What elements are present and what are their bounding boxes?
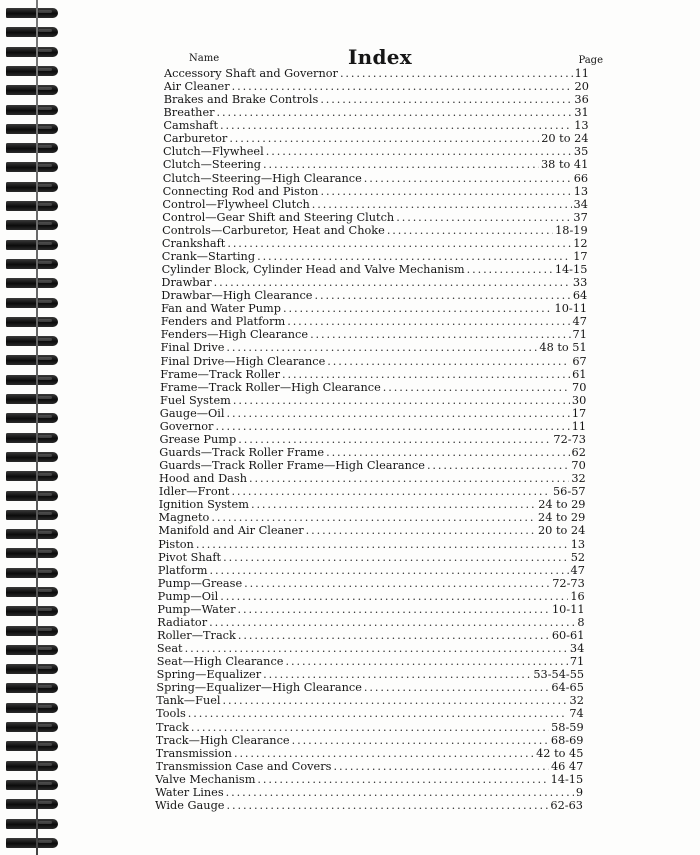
dot-leader [223, 551, 569, 564]
dot-leader [185, 642, 568, 655]
binding-ring [6, 182, 58, 192]
index-entry [157, 668, 585, 681]
dot-leader [257, 250, 571, 263]
dot-leader [263, 668, 531, 681]
entry-page-number: 47 [570, 564, 585, 577]
index-entry [156, 734, 584, 747]
entry-page-number: 62-63 [550, 799, 583, 812]
dot-leader [266, 145, 572, 158]
index-entry [160, 433, 587, 446]
index-entry [160, 420, 586, 433]
entry-name: Frame—Track Roller—High Clearance [160, 381, 381, 394]
index-entry [159, 498, 586, 511]
index-entry [156, 694, 584, 707]
index-entry [164, 93, 589, 106]
entry-name: Valve Mechanism [155, 773, 256, 786]
entry-name: Clutch—Steering [162, 158, 262, 171]
entry-page-number: 10-11 [552, 603, 585, 616]
entry-page-number: 10-11 [554, 302, 588, 315]
entry-name: Grease Pump [159, 433, 237, 446]
entry-page-number: 36 [574, 93, 589, 106]
page-column-label: Page [578, 55, 603, 66]
index-entry [160, 407, 586, 420]
entry-page-number: 71 [572, 328, 587, 341]
binding-ring [6, 626, 58, 636]
dot-leader [226, 786, 574, 799]
entry-page-number: 32 [571, 472, 586, 485]
binding-ring [6, 703, 58, 713]
binding-ring [6, 587, 58, 597]
dot-leader [283, 302, 553, 315]
index-entry [161, 355, 587, 368]
entry-page-number: 34 [569, 642, 585, 655]
dot-leader [383, 381, 570, 394]
entry-name: Wide Gauge [155, 799, 225, 812]
entry-name: Gauge—Oil [159, 407, 225, 420]
binding-ring [6, 162, 58, 172]
entry-name: Carburetor [163, 132, 228, 145]
entry-page-number: 68-69 [550, 734, 584, 747]
spiral-binding [0, 0, 60, 855]
dot-leader [427, 459, 569, 472]
binding-ring [6, 452, 58, 462]
binding-ring [6, 259, 58, 269]
dot-leader [312, 198, 572, 211]
dot-leader [209, 564, 568, 577]
index-entry [155, 786, 583, 799]
entry-page-number: 74 [569, 707, 584, 720]
entry-name: Magneto [158, 511, 210, 524]
entry-page-number: 32 [569, 694, 584, 707]
entry-page-number: 20 to 24 [541, 132, 589, 145]
index-entry [163, 185, 589, 198]
entry-name: Pump—Oil [157, 590, 219, 603]
index-entry [156, 760, 584, 773]
binding-ring [6, 491, 58, 501]
entry-name: Connecting Rod and Piston [162, 185, 319, 198]
entry-page-number: 20 [574, 80, 589, 93]
dot-leader [364, 681, 549, 694]
index-entry [159, 446, 586, 459]
index-entry [162, 211, 588, 224]
entry-name: Spring—Equalizer [156, 668, 262, 681]
entry-page-number: 62 [571, 446, 586, 459]
dot-leader [214, 276, 571, 289]
entry-name: Track [156, 721, 189, 734]
index-entry [162, 263, 588, 276]
entry-page-number: 48 to 51 [539, 341, 587, 354]
index-entry [158, 551, 585, 564]
entry-name: Seat—High Clearance [156, 655, 284, 668]
dot-leader [364, 172, 572, 185]
index-entry [163, 119, 588, 132]
entry-page-number: 58-59 [551, 721, 584, 734]
dot-leader [292, 734, 549, 747]
index-entry [158, 577, 585, 590]
index-entry [162, 237, 588, 250]
entry-page-number: 33 [572, 276, 588, 289]
dot-leader [231, 485, 551, 498]
index-entry [161, 341, 587, 354]
index-entry [164, 67, 589, 80]
binding-ring [6, 105, 58, 115]
entry-page-number: 8 [577, 616, 585, 629]
binding-ring [6, 240, 58, 250]
index-entry [164, 106, 589, 119]
entry-page-number: 67 [572, 355, 587, 368]
index-entry [157, 642, 584, 655]
dot-leader [220, 590, 568, 603]
entry-name: Fenders—High Clearance [160, 328, 309, 341]
index-entry [159, 472, 586, 485]
dot-leader [209, 616, 575, 629]
entry-name: Air Cleaner [163, 80, 230, 93]
dot-leader [229, 132, 539, 145]
index-entry [161, 276, 587, 289]
entry-name: Governor [159, 420, 214, 433]
index-entry [156, 681, 584, 694]
entry-page-number: 37 [573, 211, 588, 224]
binding-ring [6, 799, 58, 809]
index-entry [158, 564, 585, 577]
entry-page-number: 17 [573, 250, 588, 263]
binding-ring [6, 529, 58, 539]
entry-page-number: 18-19 [555, 224, 588, 237]
dot-leader [287, 315, 570, 328]
index-entry [157, 655, 584, 668]
entry-page-number: 66 [573, 172, 589, 185]
entry-page-number: 14-15 [554, 263, 588, 276]
dot-leader [232, 80, 573, 93]
dot-leader [285, 655, 567, 668]
index-entry [155, 773, 583, 786]
entry-name: Seat [156, 642, 183, 655]
entry-name: Hood and Dash [159, 472, 247, 485]
binding-ring [6, 838, 58, 848]
entry-page-number: 72-73 [553, 433, 586, 446]
dot-leader [191, 721, 549, 734]
dot-leader [310, 328, 570, 341]
entry-name: Frame—Track Roller [160, 368, 281, 381]
dot-leader [327, 355, 570, 368]
binding-ring [6, 201, 58, 211]
binding-ring [6, 683, 58, 693]
binding-ring [6, 761, 58, 771]
entry-page-number: 64 [572, 289, 588, 302]
entry-page-number: 53-54-55 [533, 668, 585, 681]
binding-ring [6, 606, 58, 616]
dot-leader [326, 446, 569, 459]
index-entry [159, 485, 586, 498]
index-entry [161, 315, 587, 328]
dot-leader [396, 211, 571, 224]
binding-ring [6, 780, 58, 790]
dot-leader [282, 368, 570, 381]
entry-name: Fan and Water Pump [161, 302, 282, 315]
entry-page-number: 11 [571, 420, 587, 433]
entry-page-number: 61 [572, 368, 587, 381]
entry-page-number: 24 to 29 [538, 498, 586, 511]
dot-leader [315, 289, 571, 302]
entry-page-number: 71 [569, 655, 585, 668]
entry-page-number: 42 to 45 [536, 747, 584, 760]
dot-leader [238, 629, 550, 642]
index-entry [162, 198, 588, 211]
entry-name: Clutch—Steering—High Clearance [162, 172, 362, 185]
index-entry [162, 224, 588, 237]
dot-leader [188, 707, 568, 720]
entry-page-number: 30 [571, 394, 587, 407]
entry-page-number: 17 [571, 407, 587, 420]
entry-page-number: 13 [570, 538, 586, 551]
binding-ring [6, 124, 58, 134]
dot-leader [223, 694, 568, 707]
dot-leader [251, 498, 536, 511]
dot-leader [249, 472, 569, 485]
entry-name: Guards—Track Roller Frame—High Clearance [159, 459, 425, 472]
entry-page-number: 11 [574, 67, 589, 80]
dot-leader [196, 538, 569, 551]
binding-ring [6, 220, 58, 230]
index-entry [156, 707, 584, 720]
dot-leader [257, 773, 548, 786]
entry-page-number: 52 [570, 551, 586, 564]
binding-ring [6, 471, 58, 481]
index-entry [157, 603, 584, 616]
index-entry [163, 132, 588, 145]
binding-ring [6, 433, 58, 443]
dot-leader [333, 760, 549, 773]
dot-leader [244, 577, 550, 590]
entry-name: Control—Flywheel Clutch [162, 198, 310, 211]
entry-name: Tank—Fuel [156, 694, 221, 707]
entry-name: Control—Gear Shift and Steering Clutch [162, 211, 395, 224]
entry-page-number: 70 [571, 459, 586, 472]
dot-leader [340, 67, 573, 80]
index-entry [163, 145, 588, 158]
dot-leader [227, 237, 571, 250]
index-entry [156, 747, 584, 760]
entry-name: Manifold and Air Cleaner [158, 524, 304, 537]
binding-ring [6, 664, 58, 674]
binding-ring [6, 510, 58, 520]
binding-ring [6, 66, 58, 76]
binding-ring [6, 278, 58, 288]
index-entry [158, 538, 585, 551]
entry-name: Drawbar [161, 276, 212, 289]
entry-page-number: 14-15 [550, 773, 584, 786]
binding-ring [6, 394, 58, 404]
index-entry [160, 368, 586, 381]
index-entry [158, 524, 585, 537]
binding-ring [6, 27, 58, 37]
index-entry [156, 721, 584, 734]
entry-name: Track—High Clearance [155, 734, 290, 747]
entry-name: Roller—Track [157, 629, 236, 642]
entry-name: Radiator [157, 616, 208, 629]
entry-name: Clutch—Flywheel [163, 145, 264, 158]
dot-leader [233, 394, 570, 407]
entry-name: Crankshaft [161, 237, 226, 250]
index-entry [157, 616, 584, 629]
binding-ring [6, 336, 58, 346]
entry-name: Pivot Shaft [158, 551, 222, 564]
dot-leader [227, 799, 549, 812]
binding-ring [6, 8, 58, 18]
dot-leader [467, 263, 553, 276]
entry-name: Idler—Front [158, 485, 230, 498]
index-entry [158, 590, 585, 603]
index-entry [161, 302, 587, 315]
entry-name: Camshaft [163, 119, 219, 132]
dot-leader [215, 420, 569, 433]
dot-leader [220, 119, 572, 132]
entry-name: Platform [157, 564, 208, 577]
dot-leader [238, 603, 551, 616]
dot-leader [320, 185, 571, 198]
binding-ring [6, 741, 58, 751]
index-entry [157, 629, 584, 642]
binding-ring [6, 722, 58, 732]
dot-leader [226, 341, 537, 354]
dot-leader [306, 524, 536, 537]
index-entry [164, 80, 589, 93]
entry-page-number: 70 [572, 381, 587, 394]
binding-ring [6, 413, 58, 423]
entry-name: Ignition System [158, 498, 249, 511]
dot-leader [320, 93, 572, 106]
entry-name: Water Lines [155, 786, 224, 799]
dot-leader [227, 407, 570, 420]
entry-name: Crank—Starting [161, 250, 256, 263]
entry-page-number: 13 [574, 119, 589, 132]
entry-name: Brakes and Brake Controls [163, 93, 319, 106]
entry-page-number: 12 [573, 237, 588, 250]
entry-name: Spring—Equalizer—High Clearance [156, 681, 362, 694]
binding-ring [6, 317, 58, 327]
binding-ring [6, 375, 58, 385]
dot-leader [387, 224, 553, 237]
entry-page-number: 34 [573, 198, 588, 211]
entry-name: Pump—Water [157, 603, 236, 616]
binding-ring [6, 568, 58, 578]
entry-name: Cylinder Block, Cylinder Head and Valve Mechanism [161, 263, 465, 276]
entry-name: Fuel System [160, 394, 231, 407]
binding-ring [6, 47, 58, 57]
binding-ring [6, 143, 58, 153]
dot-leader [263, 158, 539, 171]
entry-page-number: 60-61 [551, 629, 585, 642]
name-column-label: Name [189, 53, 220, 64]
entry-name: Pump—Grease [157, 577, 243, 590]
entry-page-number: 31 [574, 106, 589, 119]
entry-name: Controls—Carburetor, Heat and Choke [162, 224, 385, 237]
entry-name: Accessory Shaft and Governor [164, 67, 338, 80]
entry-name: Breather [163, 106, 215, 119]
index-entry [163, 158, 588, 171]
entry-page-number: 38 to 41 [541, 158, 589, 171]
binding-ring [6, 645, 58, 655]
page-edge [36, 0, 38, 855]
binding-ring [6, 819, 58, 829]
index-entry [159, 511, 586, 524]
index-entry [160, 394, 586, 407]
index-entry [162, 250, 588, 263]
index-entry [160, 381, 586, 394]
entry-page-number: 72-73 [552, 577, 585, 590]
entry-page-number: 35 [573, 145, 589, 158]
entry-name: Tools [156, 707, 186, 720]
entry-name: Drawbar—High Clearance [161, 289, 313, 302]
entry-page-number: 9 [575, 786, 584, 799]
index-entry [159, 459, 586, 472]
dot-leader [211, 511, 536, 524]
index-entry [163, 172, 588, 185]
index-entry [155, 799, 583, 812]
entry-page-number: 47 [572, 315, 587, 328]
entry-name: Piston [158, 538, 194, 551]
entry-name: Fenders and Platform [160, 315, 286, 328]
entry-page-number: 20 to 24 [538, 524, 586, 537]
entry-name: Final Drive [160, 341, 225, 354]
entry-name: Guards—Track Roller Frame [159, 446, 325, 459]
entry-page-number: 24 to 29 [538, 511, 586, 524]
dot-leader [217, 106, 573, 119]
entry-name: Final Drive—High Clearance [160, 355, 326, 368]
entry-page-number: 46 47 [550, 760, 584, 773]
entry-page-number: 64-65 [551, 681, 584, 694]
entry-name: Transmission Case and Covers [155, 760, 332, 773]
entry-page-number: 56-57 [553, 485, 586, 498]
binding-ring [6, 548, 58, 558]
dot-leader [238, 433, 551, 446]
entry-name: Transmission [155, 747, 232, 760]
entry-page-number: 16 [570, 590, 585, 603]
page-title: Index [347, 45, 413, 69]
binding-ring [6, 85, 58, 95]
dot-leader [234, 747, 534, 760]
index-entry [161, 328, 587, 341]
entry-page-number: 13 [573, 185, 589, 198]
binding-ring [6, 298, 58, 308]
binding-ring [6, 355, 58, 365]
index-entry [161, 289, 587, 302]
